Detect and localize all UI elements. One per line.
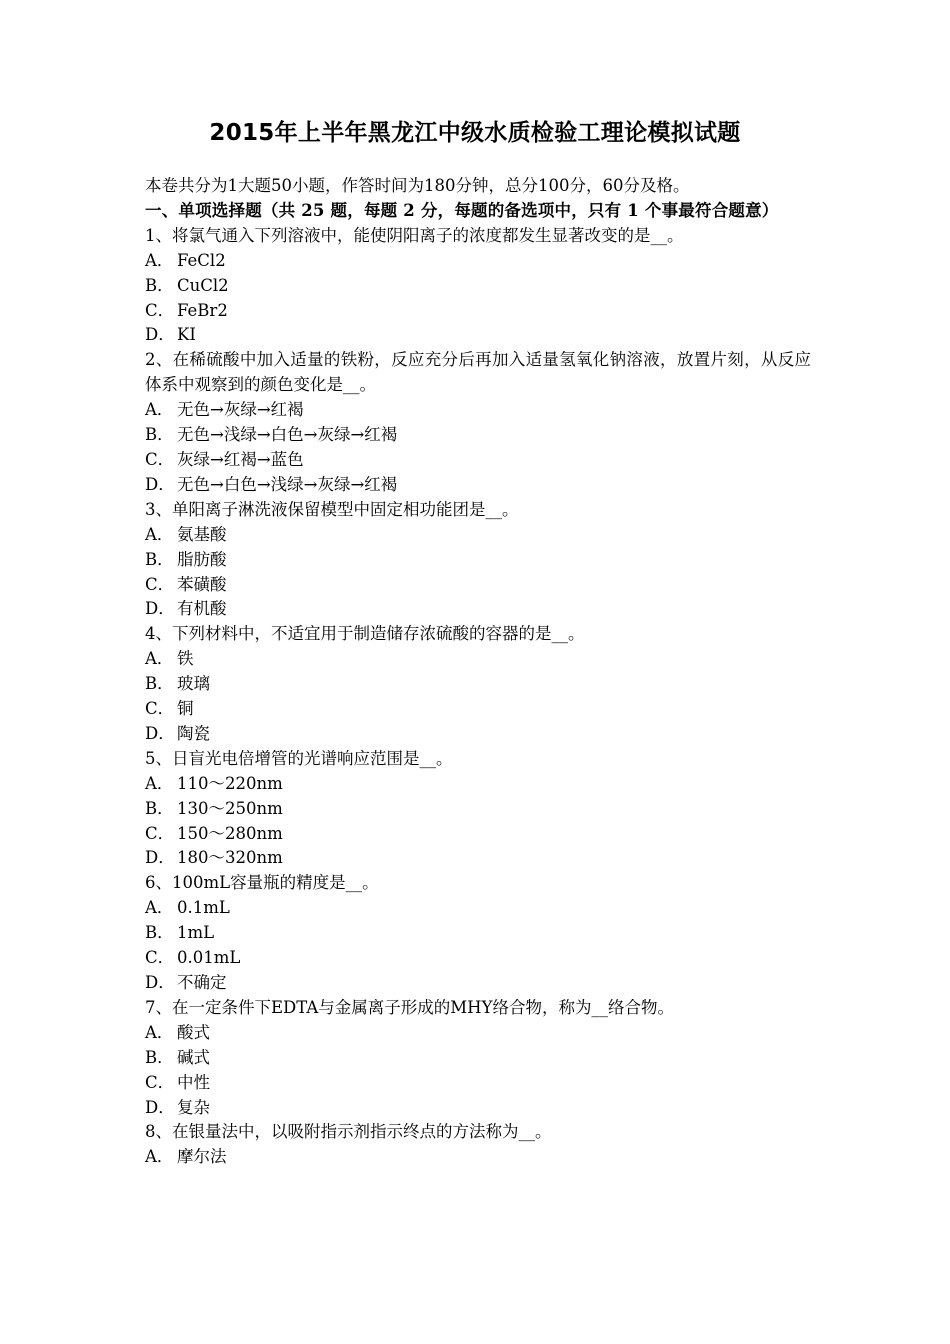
question-block <box>145 622 811 747</box>
option-text: 复杂 <box>177 1097 210 1117</box>
option-letter: C． <box>145 1072 175 1092</box>
question-text: 2、在稀硫酸中加入适量的铁粉，反应充分后再加入适量氢氧化钠溶液，放置片刻，从反应体系中观察到的颜色变化是__。 <box>145 350 811 395</box>
answer-option <box>145 921 811 946</box>
question-text: 1、将氯气通入下列溶液中，能使阴阳离子的浓度都发生显著改变的是__。 <box>145 225 684 245</box>
option-text: 无色→浅绿→白色→灰绿→红褐 <box>177 425 398 445</box>
question-block <box>145 871 811 996</box>
answer-option <box>145 896 811 921</box>
answer-option <box>145 772 811 797</box>
question-text: 6、100mL容量瓶的精度是__。 <box>145 873 379 893</box>
answer-option <box>145 971 811 996</box>
option-letter: A． <box>145 1147 174 1167</box>
option-letter: D． <box>145 723 175 743</box>
option-text: 氨基酸 <box>177 524 227 544</box>
question-block <box>145 348 811 497</box>
option-text: 灰绿→红褐→蓝色 <box>177 449 304 469</box>
answer-option <box>145 1096 811 1121</box>
option-letter: B． <box>145 275 174 295</box>
option-text: CuCl2 <box>177 275 229 295</box>
question-text: 3、单阳离子淋洗液保留模型中固定相功能团是__。 <box>145 499 519 519</box>
option-text: 酸式 <box>177 1022 210 1042</box>
option-text: 无色→白色→浅绿→灰绿→红褐 <box>177 474 398 494</box>
answer-option <box>145 274 811 299</box>
option-letter: C． <box>145 449 175 469</box>
option-text: FeCl2 <box>177 250 226 270</box>
option-text: 碱式 <box>177 1047 210 1067</box>
answer-option <box>145 822 811 847</box>
question-block <box>145 498 811 623</box>
answer-option <box>145 573 811 598</box>
question-block <box>145 224 811 349</box>
answer-option <box>145 1071 811 1096</box>
option-text: 铁 <box>177 649 194 669</box>
option-text: FeBr2 <box>177 300 228 320</box>
option-text: 180～320nm <box>177 848 283 868</box>
option-letter: D． <box>145 973 175 992</box>
answer-option <box>145 423 811 448</box>
answer-option <box>145 523 811 548</box>
option-text: 110～220nm <box>177 773 283 793</box>
option-letter: C． <box>145 823 175 843</box>
answer-option <box>145 249 811 274</box>
document-body <box>145 174 811 1170</box>
option-text: 1mL <box>177 923 215 943</box>
option-letter: D． <box>145 599 175 619</box>
option-text: 摩尔法 <box>177 1147 227 1167</box>
option-letter: A． <box>145 400 174 420</box>
option-letter: C． <box>145 699 175 719</box>
answer-option <box>145 473 811 498</box>
option-letter: D． <box>145 848 175 868</box>
option-letter: B． <box>145 674 174 694</box>
exam-intro: 本卷共分为1大题50小题，作答时间为180分钟，总分100分，60分及格。 <box>145 176 690 195</box>
option-letter: B． <box>145 1047 174 1067</box>
option-letter: A． <box>145 898 174 918</box>
section-heading: 一、单项选择题（共 25 题，每题 2 分，每题的备选项中，只有 1 个事最符合题意） <box>145 200 779 220</box>
question-text: 5、日盲光电倍增管的光谱响应范围是__。 <box>145 748 453 768</box>
option-letter: C． <box>145 574 175 594</box>
option-letter: B． <box>145 549 174 569</box>
option-text: 中性 <box>177 1072 210 1092</box>
answer-option <box>145 398 811 423</box>
question-text: 7、在一定条件下EDTA与金属离子形成的MHY络合物，称为__络合物。 <box>145 997 674 1017</box>
answer-option <box>145 299 811 324</box>
answer-option <box>145 946 811 971</box>
option-text: 陶瓷 <box>177 723 210 743</box>
option-letter: D． <box>145 325 175 345</box>
option-letter: B． <box>145 798 174 818</box>
question-text: 8、在银量法中，以吸附指示剂指示终点的方法称为__。 <box>145 1122 552 1142</box>
option-letter: A． <box>145 524 174 544</box>
answer-option <box>145 846 811 871</box>
answer-option <box>145 1021 811 1046</box>
answer-option <box>145 548 811 573</box>
option-text: 0.1mL <box>177 898 230 918</box>
option-text: 玻璃 <box>177 674 210 694</box>
answer-option <box>145 647 811 672</box>
answer-option <box>145 1046 811 1071</box>
option-letter: A． <box>145 1022 174 1042</box>
question-block <box>145 996 811 1121</box>
answer-option <box>145 323 811 348</box>
question-text: 4、下列材料中，不适宜用于制造储存浓硫酸的容器的是__。 <box>145 624 585 644</box>
page-title: 2015年上半年黑龙江中级水质检验工理论模拟试题 <box>209 120 741 146</box>
option-text: 无色→灰绿→红褐 <box>177 400 304 420</box>
option-letter: B． <box>145 425 174 445</box>
option-text: 有机酸 <box>177 599 227 619</box>
option-text: 铜 <box>177 699 194 719</box>
option-text: 脂肪酸 <box>177 549 227 569</box>
answer-option <box>145 448 811 473</box>
option-letter: C． <box>145 300 175 320</box>
answer-option <box>145 697 811 722</box>
option-letter: A． <box>145 649 174 669</box>
option-text: 0.01mL <box>177 948 241 968</box>
question-block <box>145 747 811 872</box>
option-letter: B． <box>145 923 174 943</box>
option-letter: D． <box>145 1097 175 1117</box>
question-block <box>145 1120 811 1170</box>
answer-option <box>145 722 811 747</box>
option-text: 苯磺酸 <box>177 574 227 594</box>
answer-option <box>145 797 811 822</box>
option-letter: D． <box>145 474 175 494</box>
option-letter: C． <box>145 948 175 968</box>
answer-option <box>145 597 811 622</box>
answer-option <box>145 1145 811 1170</box>
option-text: KI <box>177 325 196 345</box>
option-letter: A． <box>145 773 174 793</box>
option-text: 不确定 <box>177 973 227 992</box>
answer-option <box>145 672 811 697</box>
option-letter: A． <box>145 250 174 270</box>
option-text: 150～280nm <box>177 823 283 843</box>
option-text: 130～250nm <box>177 798 283 818</box>
